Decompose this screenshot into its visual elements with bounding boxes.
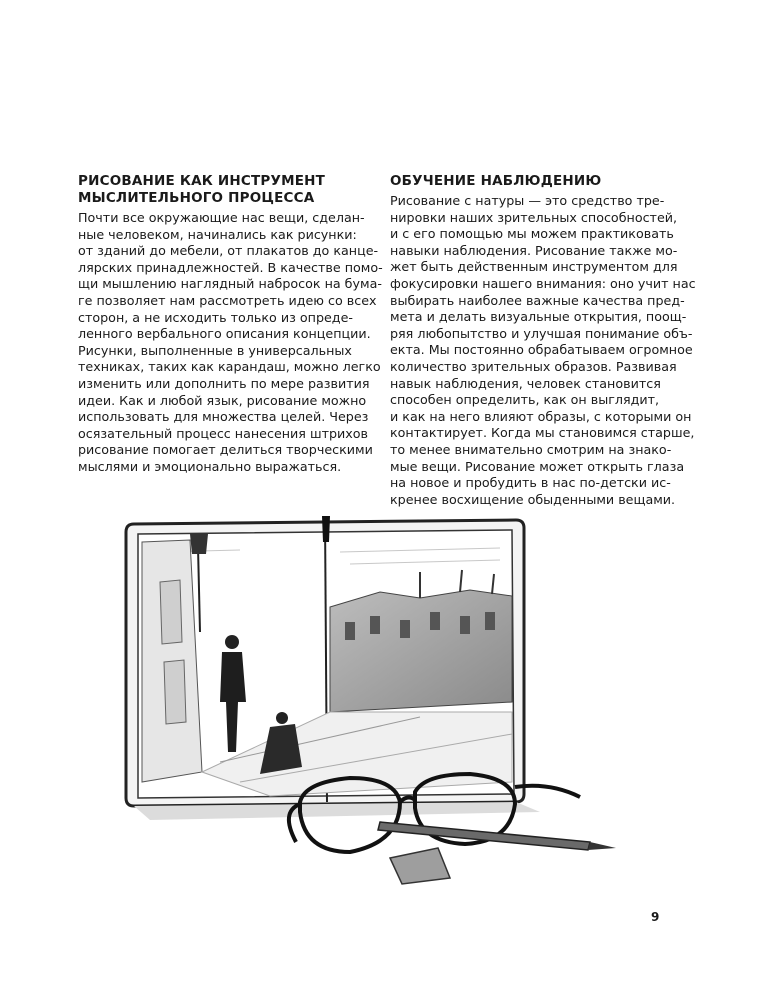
- text-line: выбирать наиболее важные качества пред-: [390, 292, 685, 308]
- sketchbook-icon: [120, 512, 620, 890]
- text-line: то менее внимательно смотрим на знако-: [390, 441, 672, 457]
- text-line: и как на него влияют образы, с которыми он: [390, 408, 692, 424]
- text-line: навык наблюдения, человек становится: [390, 375, 661, 391]
- right-paragraph: [390, 193, 696, 508]
- text-line: ленного вербального описания концепции.: [78, 326, 371, 342]
- text-line: от зданий до мебели, от плакатов до канце-: [78, 243, 379, 259]
- text-line: лярских принадлежностей. В качестве помо-: [78, 259, 383, 275]
- text-line: изменить или дополнить по мере развития: [78, 375, 370, 391]
- text-line: ге позволяет нам рассмотреть идею со всех: [78, 292, 377, 308]
- text-line: Рисунки, выполненные в универсальных: [78, 342, 352, 358]
- text-line: и с его помощью мы можем практиковать: [390, 226, 674, 242]
- text-line: мыслями и эмоционально выражаться.: [78, 458, 342, 474]
- text-line: Почти все окружающие нас вещи, сделан-: [78, 210, 365, 225]
- heading-line: МЫСЛИТЕЛЬНОГО ПРОЦЕССА: [78, 190, 315, 206]
- text-line: ные человеком, начинались как рисунки:: [78, 226, 357, 242]
- left-paragraph: [78, 210, 383, 476]
- text-line: рисование помогает делиться творческими: [78, 442, 373, 458]
- heading-line: РИСОВАНИЕ КАК ИНСТРУМЕНТ: [78, 173, 326, 189]
- text-line: мые вещи. Рисование может открыть глаза: [390, 458, 685, 474]
- text-line: идеи. Как и любой язык, рисование можно: [78, 392, 367, 408]
- text-line: нировки наших зрительных способностей,: [390, 209, 678, 225]
- eraser-icon: [390, 848, 450, 884]
- text-line: сторон, а не исходить только из опреде-: [78, 309, 353, 325]
- text-line: использовать для множества целей. Через: [78, 409, 369, 425]
- text-line: на новое и пробудить в нас по-детски ис-: [390, 475, 671, 491]
- text-line: техниках, таких как карандаш, можно легко: [78, 359, 381, 375]
- page-number: 9: [651, 910, 660, 924]
- text-line: фокусировки нашего внимания: оно учит нас: [390, 275, 696, 291]
- right-column: [390, 173, 696, 508]
- text-line: осязательный процесс нанесения штрихов: [78, 425, 369, 441]
- text-line: щи мышлению наглядный набросок на бума-: [78, 276, 382, 292]
- left-column: [78, 173, 383, 476]
- text-line: ряя любопытство и улучшая понимание объ-: [390, 325, 693, 341]
- left-heading: [78, 173, 360, 207]
- text-line: количество зрительных образов. Развивая: [390, 358, 677, 374]
- text-line: екта. Мы постоянно обрабатываем огромное: [390, 342, 693, 358]
- text-line: Рисование с натуры — это средство тре-: [390, 193, 665, 208]
- sketch-illustration: [120, 512, 620, 890]
- heading-line: ОБУЧЕНИЕ НАБЛЮДЕНИЮ: [390, 173, 602, 189]
- text-line: контактирует. Когда мы становимся старше,: [390, 425, 695, 441]
- text-line: кренее восхищение обыденными вещами.: [390, 491, 676, 507]
- text-line: навыки наблюдения. Рисование также мо-: [390, 242, 678, 258]
- text-line: жет быть действенным инструментом для: [390, 259, 678, 275]
- right-heading: [390, 173, 672, 190]
- pencil-icon: [378, 822, 616, 850]
- text-line: способен определить, как он выглядит,: [390, 392, 660, 408]
- text-line: мета и делать визуальные открытия, поощ-: [390, 309, 687, 325]
